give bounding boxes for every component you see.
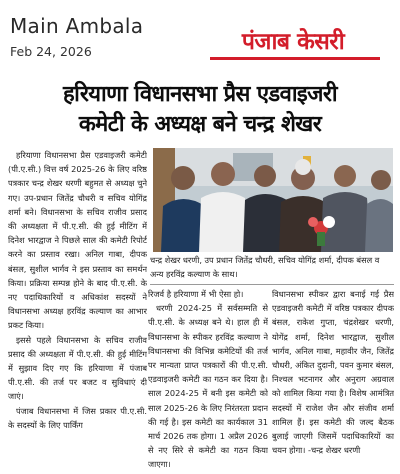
article-column-left xyxy=(8,148,147,472)
edition-name: Main Ambala xyxy=(10,14,144,38)
logo-text: पंजाब केसरी xyxy=(241,29,345,55)
article-column-right xyxy=(272,287,394,472)
caption-divider xyxy=(150,284,394,285)
article-paragraph: इससे पहले विधानसभा के सचिव राजीव प्रसाद की अध्यक्षता में पी.ए.सी. की हुई मीटिंग में सुझाव दिए गए कि हरियाणा में पंजाब पी.ए.सी. की तर्ज पर बजट व सुविधाएं दी जाएं। xyxy=(8,334,147,402)
newspaper-logo xyxy=(204,22,382,58)
masthead xyxy=(0,0,400,68)
photo-caption: चन्द्र शेखर धरणी, उप प्रधान जितेंद्र चौधरी, सचिव योगिंद्र शर्मा, दीपक बंसल व अन्य हरविंद्र कल्याण के साथ। xyxy=(150,255,380,279)
news-photo xyxy=(153,148,393,252)
article-paragraph: पंजाब विधानसभा में जिस प्रकार पी.ए.सी. के सदस्यों के लिए पार्किंग xyxy=(8,405,147,430)
article-paragraph: रिजर्व है हरियाणा में भी ऐसा हो। xyxy=(148,289,244,299)
headline-line-1: हरियाणा विधानसभा प्रैस एडवाइजरी xyxy=(63,82,337,107)
article-paragraph: हरियाणा विधानसभा प्रैस एडवाइजरी कमेटी (पी.ए.सी.) वित्त वर्ष 2025-26 के लिए वरिष्ठ पत्रकार चन्द्र शेखर धरणी बहुमत से अध्यक्ष चुने गए। उप-प्रधान जितेंद्र चौधरी व सचिव योगिंद्र शर्मा बने। विधानसभा के सचिव राजीव प्रसाद की अध्यक्षता में पी.ए.सी. की हुई मीटिंग में दिनेश भारद्वाज ने पिछले साल की कमेटी रिपोर्ट करने का प्रस्ताव रखा। अनिल गाबा, दीपक बंसल, सुशील भार्गव ने इस प्रस्ताव का समर्थन किया। प्रक्रिया सम्पन्न होने के बाद पी.ए.सी. के नए पदाधिकारियों व अधिकांश सदस्यों ने विधानसभा अध्यक्ष हरविंद्र कल्याण का आभार प्रकट किया। xyxy=(8,150,147,331)
article-paragraph: धरणी 2024-25 में सर्वसम्मति से पी.ए.सी. के अध्यक्ष बने थे। हाल ही में विधानसभा के स्पीकर हरविंद्र कल्याण ने विधानसभा की विभिन्न कमेटियों की तर्ज पर मान्यता प्राप्त पत्रकारों की पी.ए.सी. एडवाइजरी कमेटी का गठन कर दिया है। साल 2024-25 में बनी इस कमेटी को साल 2025-26 के लिए निरंतरता प्रदान की गई है। इस कमेटी का कार्यकाल 31 मार्च 2026 तक होगा। 1 अप्रैल 2026 से नए सिरे से कमेटी का गठन किया जाएगा। xyxy=(148,303,268,470)
headline-line-2: कमेटी के अध्यक्ष बने चन्द्र शेखर xyxy=(78,112,322,137)
logo-underline xyxy=(210,57,380,60)
article-column-middle xyxy=(148,287,268,472)
headline xyxy=(0,80,400,140)
publication-date: Feb 24, 2026 xyxy=(10,44,92,59)
article-paragraph: विधानसभा स्पीकर द्वारा बनाई गई प्रैस एडवाइजरी कमेटी में वरिष्ठ पत्रकार दीपक बंसल, राकेश गुप्ता, चंद्रशेखर धरणी, योगेंद्र शर्मा, दिनेश भारद्वाज, सुशील भार्गव, अनिल गाबा, महावीर जैन, जितेंद्र चौधरी, अंकित दुदानी, पवन कुमार बंसल, निश्चल भटनागर और अनुराग अग्रवाल को शामिल किया गया है। विशेष आमंत्रित सदस्यों में राजेश जैन और संजीव शर्मा शामिल हैं। इस कमेटी की जल्द बैठक बुलाई जाएगी जिसमें पदाधिकारियों का चयन होगा। -चन्द्र शेखर धरणी xyxy=(272,289,394,456)
news-photo-illustration xyxy=(153,148,393,252)
